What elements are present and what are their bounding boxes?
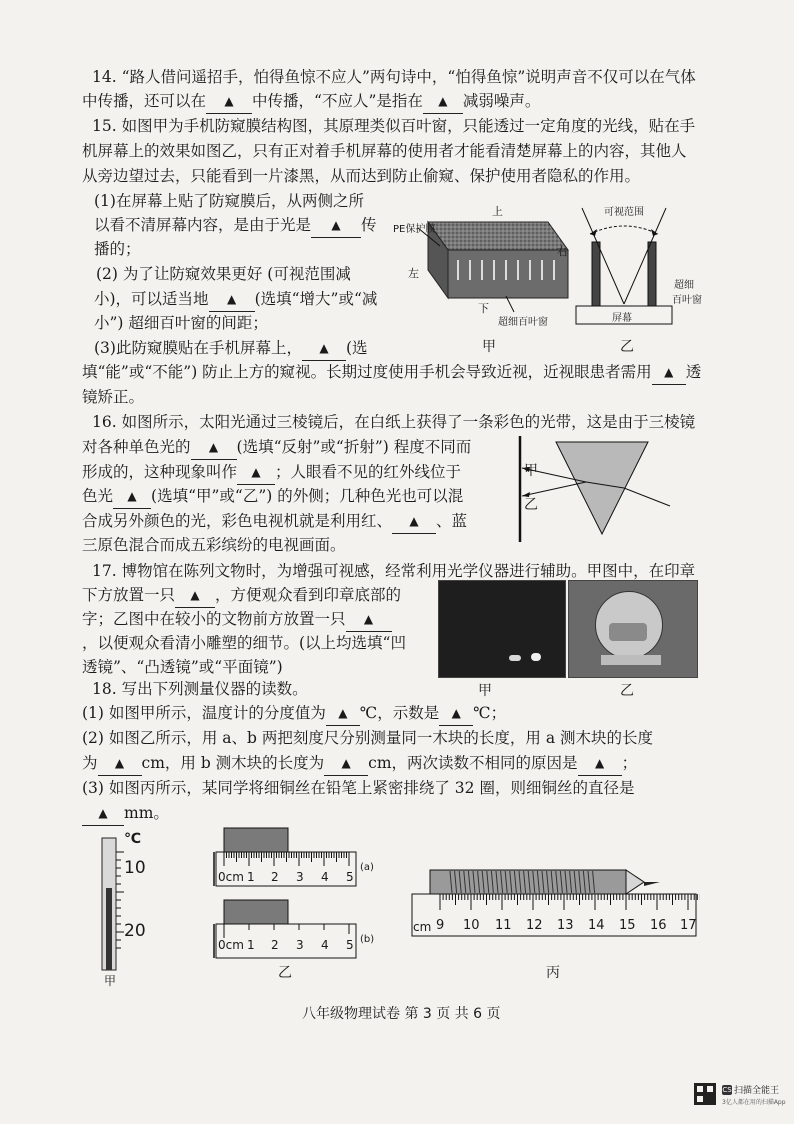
q18-line5: (3) 如图丙所示，某同学将细铜丝在铅笔上紧密排绕了 32 圈，则细铜丝的直径是	[82, 779, 635, 797]
label-viewing-range: 可视范围	[604, 207, 644, 218]
answer-blank[interactable]: ▲	[113, 485, 151, 509]
seal-photo	[438, 580, 566, 678]
ruler-c-caption: 丙	[546, 965, 560, 981]
label-bottom: 下	[478, 302, 489, 315]
prism-label-yi: 乙	[524, 497, 538, 513]
answer-blank[interactable]: ▲	[324, 752, 368, 776]
q18-line3: (2) 如图乙所示，用 a、b 两把刻度尺分别测量同一木块的长度，用 a 测木块的长度	[82, 729, 653, 747]
q15-line2: 机屏幕上的效果如图乙，只有正对着手机屏幕的使用者才能看清楚屏幕上的内容，其他人	[82, 142, 687, 160]
q15-line10: (3)此防窥膜贴在手机屏幕上， ▲ (选	[94, 337, 368, 361]
ruler-a-tag: (a)	[360, 862, 374, 873]
ruler-c-tick-17: 17	[680, 918, 697, 933]
ruler-c-tick-15: 15	[619, 918, 636, 933]
q15-line12: 镜矫正。	[82, 388, 145, 406]
ruler-a-tick-3: 3	[296, 870, 304, 884]
ruler-c-tick-9: 9	[436, 918, 445, 933]
ruler-a-tick-5: 5	[346, 870, 354, 884]
ruler-a-tick-4: 4	[321, 870, 329, 884]
figure-caption-jia: 甲	[482, 339, 496, 355]
answer-blank[interactable]: ▲	[98, 752, 142, 776]
q17-line3: 字；乙图中在较小的文物前方放置一只 ▲	[82, 608, 392, 632]
thermo-caption: 甲	[104, 974, 117, 988]
q15-line4: (1)在屏幕上贴了防窥膜后，从两侧之所	[94, 192, 364, 210]
answer-blank[interactable]: ▲	[191, 436, 237, 460]
ruler-figure-caption-yi: 乙	[278, 965, 292, 981]
q15-line6: 播的；	[94, 240, 141, 258]
q17-line1: 17. 博物馆在陈列文物时，为增强可视感，经常利用光学仪器进行辅助。甲图中，在印章	[92, 562, 696, 580]
q15-line9: 小”) 超细百叶窗的间距；	[94, 314, 268, 332]
answer-blank[interactable]: ▲	[578, 752, 622, 776]
ruler-a-tick-1: 1	[247, 870, 255, 884]
ruler-c-tick-16: 16	[650, 918, 667, 933]
q16-line6: 三原色混合而成五彩缤纷的电视画面。	[82, 536, 346, 554]
answer-blank[interactable]: ▲	[82, 802, 124, 826]
answer-blank[interactable]: ▲	[439, 702, 473, 726]
q14-line2: 中传播，还可以在 ▲ 中传播，“不应人”是指在 ▲ 减弱噪声。	[82, 90, 540, 114]
label-louver-1: 超细	[674, 280, 694, 291]
answer-blank[interactable]: ▲	[652, 361, 686, 385]
label-louver-2: 百叶窗	[672, 295, 702, 306]
q16-line4: 色光 ▲ (选填“甲”或“乙”) 的外侧；几种色光也可以混	[82, 485, 463, 509]
q16-line5: 合成另外颜色的光，彩色电视机就是利用红、 ▲ 、蓝	[82, 510, 467, 534]
thermo-tick-10: 10	[124, 858, 146, 878]
answer-blank[interactable]: ▲	[423, 90, 463, 114]
answer-blank[interactable]: ▲	[326, 702, 360, 726]
ruler-b-tick-4: 4	[321, 938, 329, 952]
scanner-logo-icon: CS	[722, 1086, 732, 1094]
answer-blank[interactable]: ▲	[209, 288, 255, 312]
watermark-subtitle: 3亿人都在用的扫描App	[722, 1099, 786, 1106]
prism-dispersion-diagram	[508, 430, 678, 550]
thermometer	[96, 830, 156, 980]
q15-line7: (2) 为了让防窥效果更好 (可视范围减	[96, 265, 351, 283]
sculpture-photo	[568, 580, 698, 678]
q16-line1: 16. 如图所示，太阳光通过三棱镜后，在白纸上获得了一条彩色的光带，这是由于三棱镜	[92, 413, 696, 431]
ruler-c-unit: cm	[413, 920, 432, 934]
q15-line8: 小)，可以适当地 ▲ (选填“增大”或“减	[94, 288, 377, 312]
label-screen: 屏幕	[612, 313, 632, 324]
ruler-c-tick-11: 11	[495, 918, 512, 933]
photo-caption-yi: 乙	[620, 683, 634, 699]
answer-blank[interactable]: ▲	[175, 584, 215, 608]
answer-blank[interactable]: ▲	[392, 510, 436, 534]
page-footer: 八年级物理试卷 第 3 页 共 6 页	[302, 1006, 501, 1022]
answer-blank[interactable]: ▲	[206, 90, 252, 114]
ruler-c-tick-12: 12	[526, 918, 543, 933]
ruler-c-tick-10: 10	[463, 918, 480, 933]
q16-line3: 形成的，这种现象叫作 ▲ ；人眼看不见的红外线位于	[82, 461, 461, 485]
q18-line4: 为 ▲ cm，用 b 测木块的长度为 ▲ cm，两次读数不相同的原因是 ▲ ；	[82, 752, 637, 776]
label-top: 上	[492, 205, 503, 218]
label-louver: 超细百叶窗	[498, 317, 548, 328]
q15-line1: 15. 如图甲为手机防窥膜结构图，其原理类似百叶窗，只能透过一定角度的光线，贴在手	[92, 117, 696, 135]
watermark-title: 扫描全能王	[734, 1086, 780, 1096]
photo-caption-jia: 甲	[478, 683, 492, 699]
q17-line5: 透镜”、“凸透镜”或“平面镜”)	[82, 658, 283, 676]
figure-caption-yi: 乙	[620, 339, 634, 355]
q15-line11: 填“能”或“不能”) 防止上方的窥视。长期过度使用手机会导致近视，近视眼患者需用 ▲ 透	[82, 361, 701, 385]
q17-line2: 下方放置一只 ▲ ，方便观众看到印章底部的	[82, 584, 401, 608]
ruler-b-tick-5: 5	[346, 938, 354, 952]
answer-blank[interactable]: ▲	[311, 214, 361, 238]
ruler-b-tag: (b)	[360, 934, 375, 945]
q15-line3: 从旁边望过去，只能看到一片漆黑，从而达到防止偷窥、保护使用者隐私的作用。	[82, 167, 641, 185]
thermo-unit: ℃	[124, 831, 141, 847]
qr-code-icon	[694, 1083, 716, 1105]
q15-line5: 以看不清屏幕内容，是由于光是 ▲ 传	[94, 214, 377, 238]
pencil-wire-ruler	[410, 866, 700, 946]
label-right: 右	[557, 245, 568, 258]
answer-blank[interactable]: ▲	[346, 608, 392, 632]
ruler-c-tick-13: 13	[557, 918, 574, 933]
q18-line2: (1) 如图甲所示，温度计的分度值为 ▲ ℃，示数是 ▲ ℃；	[82, 702, 506, 726]
q16-line2: 对各种单色光的 ▲ (选填“反射”或“折射”) 程度不同而	[82, 436, 471, 460]
answer-blank[interactable]: ▲	[302, 337, 346, 361]
ruler-a-tick-0: 0cm	[218, 870, 244, 884]
q14-line1: 14. “路人借问遥招手，怕得鱼惊不应人”两句诗中，“怕得鱼惊”说明声音不仅可以在气体	[92, 68, 696, 86]
thermo-tick-20: 20	[124, 921, 146, 941]
ruler-c-tick-14: 14	[588, 918, 605, 933]
q18-line6: ▲ mm。	[82, 802, 169, 826]
q18-line1: 18. 写出下列测量仪器的读数。	[92, 680, 308, 698]
answer-blank[interactable]: ▲	[237, 461, 275, 485]
ruler-b-tick-0: 0cm	[218, 938, 244, 952]
label-left: 左	[408, 267, 419, 280]
ruler-a-tick-2: 2	[271, 870, 279, 884]
prism-label-jia: 甲	[524, 463, 538, 479]
label-pe-film: PE保护膜	[393, 224, 436, 235]
q17-line4: ，以便观众看清小雕塑的细节。(以上均选填“凹	[82, 634, 406, 652]
ruler-b-tick-1: 1	[247, 938, 255, 952]
ruler-b-tick-2: 2	[271, 938, 279, 952]
ruler-b-tick-3: 3	[296, 938, 304, 952]
